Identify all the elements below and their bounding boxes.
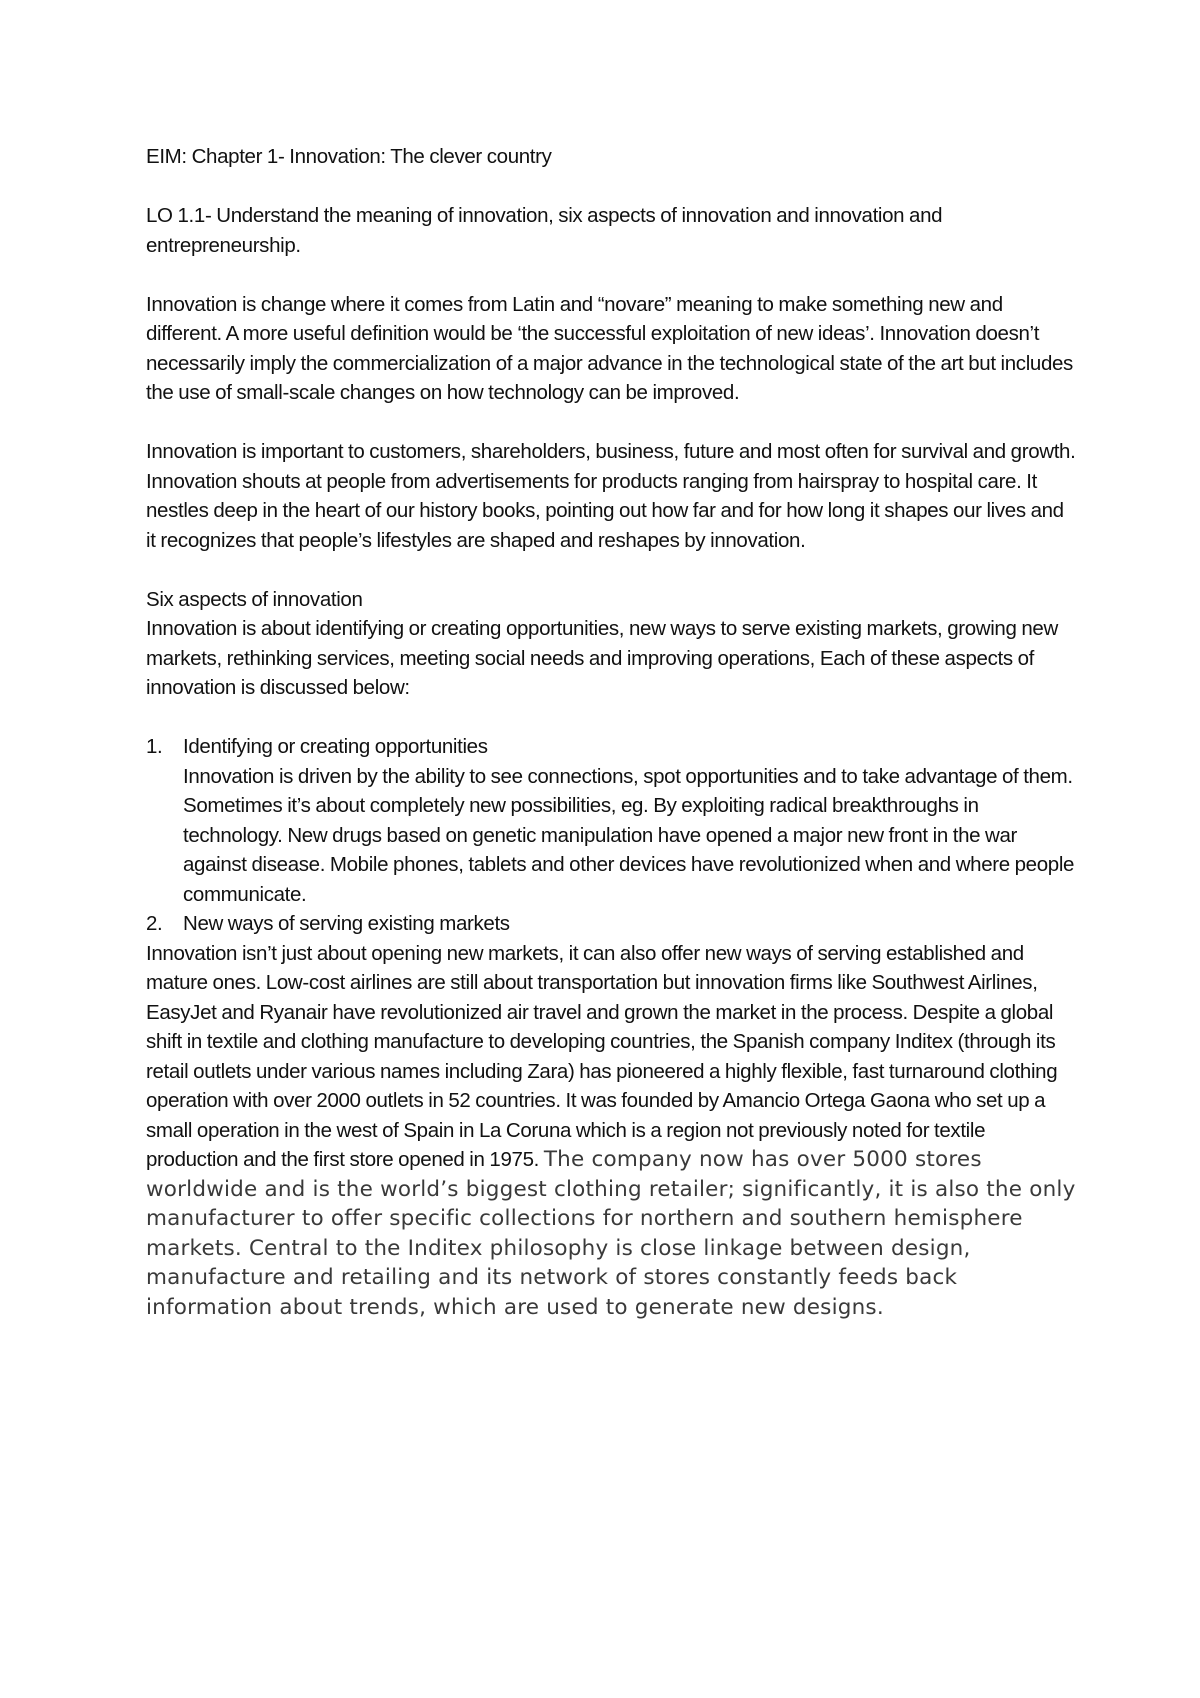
existing-markets-text: Innovation isn’t just about opening new markets, it can also offer new ways of serving established and mature ones. Low-cost airlines are still about transportation but innovation firms like Southwest Airlines, EasyJet and Ryanair have revolutionized air travel and grown the market in the process. Despite a global shift in textile and clothing manufacture to developing countries, the Spanish company Inditex (through its retail outlets under various names including Zara) has pioneered a highly flexible, fast turnaround clothing operation with over 2000 outlets in 52 countries. It was founded by Amancio Ortega Gaona who set up a small operation in the west of Spain in La Coruna which is a region not previously noted for textile production and the first store opened in 1975. <box>146 941 1058 1171</box>
list-item-title: Identifying or creating opportunities <box>183 735 488 758</box>
existing-markets-body <box>146 939 1076 1323</box>
list-item-number: 1. <box>146 735 163 758</box>
list-item-existing-markets <box>146 909 1076 939</box>
learning-outcome-heading: LO 1.1- Understand the meaning of innovation, six aspects of innovation and innovation and entrepreneurship. <box>146 204 943 257</box>
six-aspects-intro: Innovation is about identifying or creating opportunities, new ways to serve existing markets, growing new markets, rethinking services, meeting social needs and improving operations, Each of these aspects of innovation is discussed below: <box>146 617 1058 699</box>
existing-markets-text-alt-font: The company now has over 5000 stores worldwide and is the world’s biggest clothing retailer; significantly, it is also the only manufacturer to offer specific collections for northern and southern hemisphere markets. Central to the Inditex philosophy is close linkage between design, manufacture and retailing and its network of stores constantly feeds back information about trends, which are used to generate new designs. <box>146 1147 1076 1320</box>
document-body <box>146 142 1076 1352</box>
list-item-opportunities <box>146 732 1076 909</box>
list-item-body: Innovation is driven by the ability to see connections, spot opportunities and to take advantage of them. Sometimes it’s about completely new possibilities, eg. By exploiting radical breakthroughs in technology. New drugs based on genetic manipulation have opened a major new front in the war against disease. Mobile phones, tablets and other devices have revolutionized when and where people communicate. <box>183 764 1075 906</box>
document-title: EIM: Chapter 1- Innovation: The clever country <box>146 145 552 168</box>
paragraph-importance: Innovation is important to customers, shareholders, business, future and most often for survival and growth. Innovation shouts at people from advertisements for products ranging from hairspray to hospital care. It nestles deep in the heart of our history books, pointing out how far and for how long it shapes our lives and it recognizes that people’s lifestyles are shaped and reshapes by innovation. <box>146 440 1076 552</box>
six-aspects-section <box>146 585 1076 703</box>
list-item-number: 2. <box>146 912 163 935</box>
list-item-title: New ways of serving existing markets <box>183 912 510 935</box>
six-aspects-heading: Six aspects of innovation <box>146 587 363 611</box>
paragraph-definition: Innovation is change where it comes from Latin and “novare” meaning to make something new and different. A more useful definition would be ‘the successful exploitation of new ideas’. Innovation doesn’t necessarily imply the commercialization of a major advance in the technological state of the art but includes the use of small-scale changes on how technology can be improved. <box>146 292 1073 404</box>
